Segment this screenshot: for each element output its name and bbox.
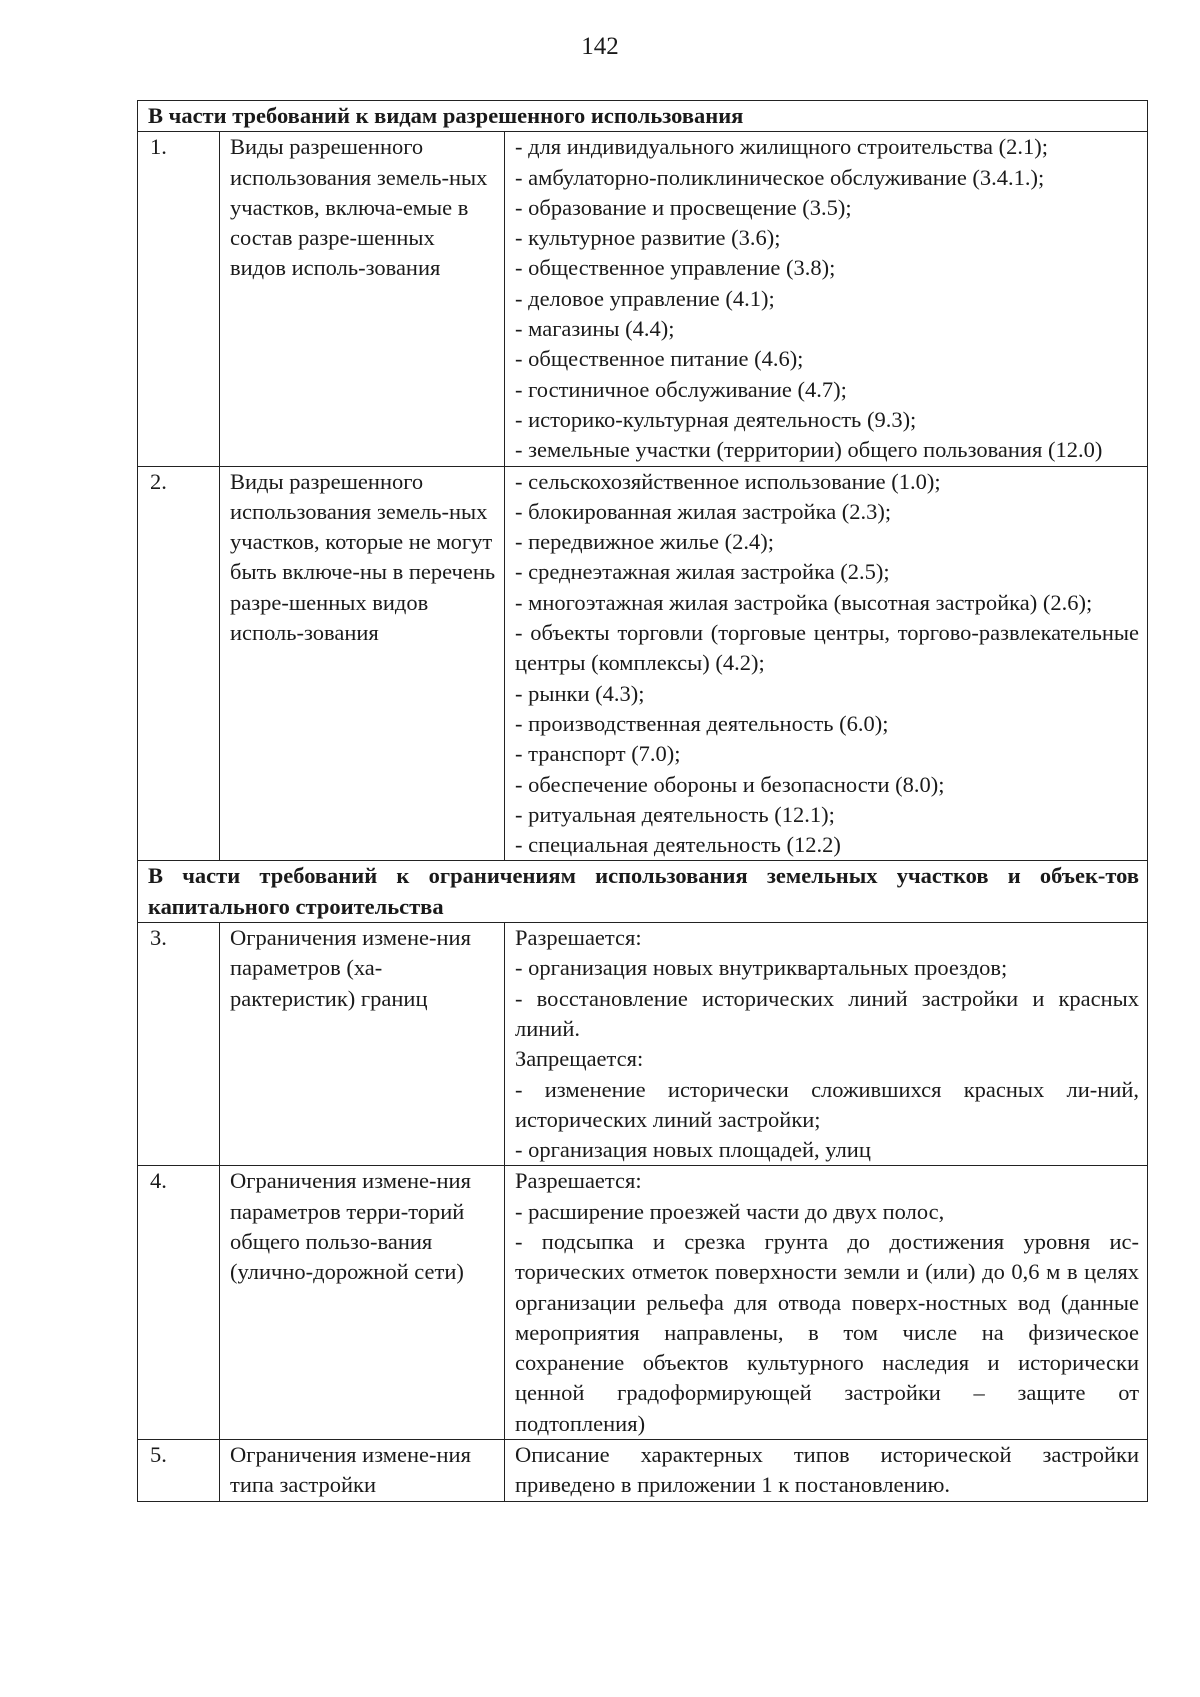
row-number: 2. xyxy=(138,466,220,861)
table-row xyxy=(138,466,1148,861)
description-line: - историко-культурная деятельность (9.3); xyxy=(515,406,917,432)
description-line: - сельскохозяйственное использование (1.0); xyxy=(515,468,941,494)
row-description xyxy=(505,1166,1148,1440)
description-line: Запрещается: xyxy=(515,1046,644,1072)
row-number: 3. xyxy=(138,923,220,1166)
description-line: - ритуальная деятельность (12.1); xyxy=(515,801,835,827)
table-body xyxy=(138,101,1148,1502)
description-line: - обеспечение обороны и безопасности (8.0); xyxy=(515,771,945,797)
description-line: - транспорт (7.0); xyxy=(515,741,681,767)
row-title: Ограничения измене-ния типа застройки xyxy=(220,1440,505,1502)
description-line: - организация новых площадей, улиц xyxy=(515,1137,871,1163)
description-line: - производственная деятельность (6.0); xyxy=(515,710,889,736)
description-line: - среднеэтажная жилая застройка (2.5); xyxy=(515,559,890,585)
row-number: 1. xyxy=(138,132,220,466)
description-line: - деловое управление (4.1); xyxy=(515,285,775,311)
description-line: - восстановление исторических линий застройки и красных линий. xyxy=(515,985,1140,1041)
requirements-table xyxy=(137,100,1148,1502)
description-line: - объекты торговли (торговые центры, торгово-развлекательные центры (комплексы) (4.2); xyxy=(515,620,1140,676)
description-line: - рынки (4.3); xyxy=(515,680,645,706)
row-description xyxy=(505,466,1148,861)
section-heading: В части требований к ограничениям использования земельных участков и объек-тов капитального строительства xyxy=(138,861,1148,923)
description-line: - амбулаторно-поликлиническое обслуживание (3.4.1.); xyxy=(515,164,1045,190)
description-line: - для индивидуального жилищного строительства (2.1); xyxy=(515,134,1048,160)
description-line: Разрешается: xyxy=(515,925,642,951)
description-line: - специальная деятельность (12.2) xyxy=(515,832,841,858)
table-row xyxy=(138,132,1148,466)
section-heading-row xyxy=(138,861,1148,923)
row-description xyxy=(505,923,1148,1166)
description-line: - подсыпка и срезка грунта до достижения уровня ис-торических отметок поверхности земли и (или) до 0,6 м в целях организации рельефа для отвода поверх-ностных вод (данные мероприятия направлены, в том числе на физическое сохранение объектов культурного наследия и исторически ценной градоформирующей застройки – защите от подтопления) xyxy=(515,1228,1140,1436)
description-line: - расширение проезжей части до двух полос, xyxy=(515,1198,945,1224)
description-line: Описание характерных типов исторической застройки приведено в приложении 1 к постановлению. xyxy=(515,1442,1140,1498)
description-line: - общественное питание (4.6); xyxy=(515,346,804,372)
description-line: - магазины (4.4); xyxy=(515,316,675,342)
description-line: - гостиничное обслуживание (4.7); xyxy=(515,376,847,402)
row-title: Виды разрешенного использования земель-ных участков, которые не могут быть включе-ны в перечень разре-шенных видов исполь-зования xyxy=(220,466,505,861)
description-line: - земельные участки (территории) общего пользования (12.0) xyxy=(515,437,1103,463)
table-row xyxy=(138,1166,1148,1440)
description-line: - передвижное жилье (2.4); xyxy=(515,529,774,555)
description-line: - многоэтажная жилая застройка (высотная застройка) (2.6); xyxy=(515,589,1093,615)
row-description xyxy=(505,1440,1148,1502)
row-description xyxy=(505,132,1148,466)
row-title: Ограничения измене-ния параметров терри-торий общего пользо-вания (улично-дорожной сети) xyxy=(220,1166,505,1440)
description-line: - культурное развитие (3.6); xyxy=(515,225,781,251)
row-number: 4. xyxy=(138,1166,220,1440)
page-number: 142 xyxy=(581,33,619,60)
description-line: Разрешается: xyxy=(515,1168,642,1194)
row-title: Виды разрешенного использования земель-ных участков, включа-емые в состав разре-шенных видов исполь-зования xyxy=(220,132,505,466)
description-line: - образование и просвещение (3.5); xyxy=(515,194,852,220)
description-line: - организация новых внутриквартальных проездов; xyxy=(515,955,1008,981)
table-row xyxy=(138,923,1148,1166)
section-heading: В части требований к видам разрешенного использования xyxy=(138,101,1148,132)
table-row xyxy=(138,1440,1148,1502)
description-line: - общественное управление (3.8); xyxy=(515,255,836,281)
description-line: - изменение исторически сложившихся красных ли-ний, исторических линий застройки; xyxy=(515,1076,1140,1132)
row-number: 5. xyxy=(138,1440,220,1502)
description-line: - блокированная жилая застройка (2.3); xyxy=(515,498,892,524)
row-title: Ограничения измене-ния параметров (ха-рактеристик) границ xyxy=(220,923,505,1166)
section-heading-row xyxy=(138,101,1148,132)
